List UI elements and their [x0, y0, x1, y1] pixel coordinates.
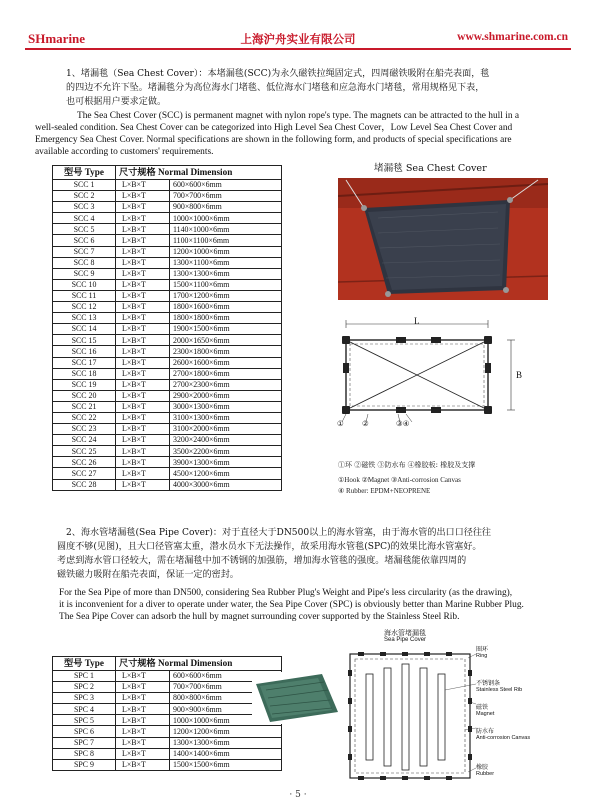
cell-formula: L×B×T — [116, 457, 170, 468]
table-row — [53, 726, 282, 737]
figure-caption: 堵漏毯 Sea Chest Cover — [374, 163, 487, 174]
cell-type: SCC 5 — [53, 224, 116, 235]
diagram-title-en: Sea Pipe Cover — [384, 637, 427, 643]
cell-dimension: 1000×1000×6mm — [170, 213, 282, 224]
cell-type: SPC 8 — [53, 748, 116, 759]
label-en: Ring — [476, 653, 488, 659]
cell-type: SCC 18 — [53, 368, 116, 379]
cell-formula: L×B×T — [116, 435, 170, 446]
cell-dimension: 1800×1800×6mm — [170, 313, 282, 324]
cell-type: SCC 16 — [53, 346, 116, 357]
cell-formula: L×B×T — [116, 191, 170, 202]
col-header-type: 型号 Type — [53, 166, 116, 180]
cell-formula: L×B×T — [116, 390, 170, 401]
cell-type: SCC 17 — [53, 357, 116, 368]
cell-type: SPC 4 — [53, 704, 116, 715]
label-stainless-steel-rib — [476, 678, 522, 693]
table-row — [53, 424, 282, 435]
text-line: available according to customers' requirements. — [35, 147, 214, 157]
cell-dimension: 2900×2000×6mm — [170, 390, 282, 401]
label-ring — [476, 644, 488, 659]
section2-cn-paragraph — [30, 526, 570, 582]
cell-formula: L×B×T — [116, 671, 170, 682]
table-row — [53, 324, 282, 335]
cell-type: SCC 6 — [53, 235, 116, 246]
cell-dimension: 1300×1100×6mm — [170, 257, 282, 268]
table-row — [53, 235, 282, 246]
cell-formula: L×B×T — [116, 693, 170, 704]
cell-type: SCC 15 — [53, 335, 116, 346]
cell-dimension: 1700×1200×6mm — [170, 290, 282, 301]
cell-formula: L×B×T — [116, 224, 170, 235]
sea-chest-cover-photo — [338, 178, 548, 300]
table-row — [53, 737, 282, 748]
cell-type: SCC 2 — [53, 191, 116, 202]
table-row — [53, 748, 282, 759]
cell-formula: L×B×T — [116, 246, 170, 257]
table-row — [53, 671, 282, 682]
table-row — [53, 268, 282, 279]
cell-type: SCC 7 — [53, 246, 116, 257]
table-row — [53, 368, 282, 379]
cell-formula: L×B×T — [116, 379, 170, 390]
cell-type: SCC 22 — [53, 412, 116, 423]
scc-table-body — [53, 180, 282, 491]
table-row — [53, 257, 282, 268]
table-row — [53, 335, 282, 346]
table-row — [53, 715, 282, 726]
cell-dimension: 3500×2200×6mm — [170, 446, 282, 457]
diagram-legend-en-1: ①Hook ②Magnet ③Anti-corrosion Canvas — [338, 476, 461, 484]
scc-spec-table — [52, 165, 282, 491]
text-line: The Sea Chest Cover (SCC) is permanent magnet with nylon rope's type. The magnets can be attracted to the hull in a — [77, 111, 520, 121]
cell-dimension: 2600×1600×6mm — [170, 357, 282, 368]
text-line: 的四边不允许下坠。堵漏毯分为高位海水门堵毯、低位海水门堵毯和应急海水门堵毯，常用规格见下表， — [66, 83, 485, 93]
text-line: 也可根据用户要求定做。 — [66, 97, 167, 107]
table-row — [53, 412, 282, 423]
diagram-title-cn: 海水管堵漏毯 — [384, 629, 426, 637]
label-cn: 磁铁 — [476, 704, 489, 711]
label-en: Anti-corrosion Canvas — [476, 735, 531, 741]
col-header-type: 型号 Type — [53, 657, 116, 671]
cell-type: SCC 8 — [53, 257, 116, 268]
page-number: · 5 · — [289, 790, 307, 800]
label-magnet — [476, 702, 494, 717]
cell-dimension: 800×800×6mm — [170, 693, 282, 704]
table-row — [53, 479, 282, 490]
cell-formula: L×B×T — [116, 715, 170, 726]
text-line: 圆度不够(见图)，且大口径管塞太重，潜水员水下无法操作，故采用海水管毯(SPC)的效果比海水管塞好。 — [57, 542, 482, 552]
cell-dimension: 1400×1400×6mm — [170, 748, 282, 759]
cell-type: SCC 10 — [53, 279, 116, 290]
label-anti-corrosion-canvas — [476, 726, 560, 741]
cell-dimension: 600×600×6mm — [170, 671, 282, 682]
cell-formula: L×B×T — [116, 235, 170, 246]
label-cn: 圈环 — [476, 646, 489, 653]
col-header-dimension: 尺寸规格 Normal Dimension — [116, 657, 282, 671]
cell-type: SCC 28 — [53, 479, 116, 490]
label-rubber — [476, 762, 494, 777]
sea-chest-cover-diagram — [336, 318, 558, 428]
cell-dimension: 3000×1300×6mm — [170, 401, 282, 412]
cell-dimension: 1300×1300×6mm — [170, 737, 282, 748]
brand-logo-text: SHmarine — [28, 31, 86, 46]
table-row — [53, 357, 282, 368]
spc-table-body — [53, 671, 282, 771]
cell-dimension: 1140×1000×6mm — [170, 224, 282, 235]
text-line: 1、堵漏毯（Sea Chest Cover）：本堵漏毯(SCC)为永久磁铁拉绳固定式，四周磁铁吸附在船壳表面，毯 — [66, 69, 490, 79]
table-row — [53, 313, 282, 324]
cell-dimension: 1900×1500×6mm — [170, 324, 282, 335]
table-row — [53, 302, 282, 313]
spc-spec-table — [52, 656, 282, 771]
cell-formula: L×B×T — [116, 324, 170, 335]
cell-formula: L×B×T — [116, 346, 170, 357]
table-row — [53, 290, 282, 301]
cell-formula: L×B×T — [116, 257, 170, 268]
cell-type: SPC 2 — [53, 682, 116, 693]
header-divider — [25, 48, 571, 50]
cell-dimension: 4000×3000×6mm — [170, 479, 282, 490]
text-line: it is inconvenient for a diver to operate under water, the Sea Pipe Cover (SPC) is obviously better than Marine Rubber Plug. — [59, 600, 524, 610]
table-row — [53, 346, 282, 357]
table-row — [53, 224, 282, 235]
table-row — [53, 759, 282, 770]
cell-dimension: 2700×1800×6mm — [170, 368, 282, 379]
label-cn: 不锈钢条 — [476, 680, 501, 687]
cell-type: SCC 20 — [53, 390, 116, 401]
cell-type: SCC 24 — [53, 435, 116, 446]
dimension-length-label: L — [414, 316, 420, 326]
cell-type: SCC 11 — [53, 290, 116, 301]
diagram-legend-cn: ①环 ②磁铁 ③防水布 ④橡胶板: 橡胶及支撑 — [338, 461, 476, 469]
cell-dimension: 1200×1200×6mm — [170, 726, 282, 737]
diagram-legend-en-2: ④ Rubber: EPDM+NEOPRENE — [338, 487, 431, 495]
cell-formula: L×B×T — [116, 412, 170, 423]
cell-dimension: 3100×2000×6mm — [170, 424, 282, 435]
company-name: 上海沪舟实业有限公司 — [240, 32, 356, 46]
col-header-dimension: 尺寸规格 Normal Dimension — [116, 166, 282, 180]
cell-formula: L×B×T — [116, 682, 170, 693]
cell-type: SPC 6 — [53, 726, 116, 737]
cell-formula: L×B×T — [116, 268, 170, 279]
cell-dimension: 3200×2400×6mm — [170, 435, 282, 446]
text-line: For the Sea Pipe of more than DN500, considering Sea Rubber Plug's Weight and Pipe's less circularity (as the drawing), — [59, 588, 513, 598]
cell-type: SCC 23 — [53, 424, 116, 435]
cell-dimension: 1500×1100×6mm — [170, 279, 282, 290]
table-row — [53, 468, 282, 479]
cell-type: SCC 3 — [53, 202, 116, 213]
cell-dimension: 1100×1100×6mm — [170, 235, 282, 246]
cell-type: SCC 14 — [53, 324, 116, 335]
table-row — [53, 279, 282, 290]
text-line: 磁铁磁力吸附在船壳表面，保证一定的密封。 — [57, 570, 239, 580]
label-en: Magnet — [476, 711, 495, 717]
cell-type: SPC 9 — [53, 759, 116, 770]
table-header-row — [53, 657, 282, 671]
label-cn: 橡胶 — [476, 764, 489, 771]
cell-formula: L×B×T — [116, 737, 170, 748]
cell-type: SCC 1 — [53, 180, 116, 191]
table-row — [53, 693, 282, 704]
cell-type: SCC 27 — [53, 468, 116, 479]
cell-dimension: 1200×1000×6mm — [170, 246, 282, 257]
text-line: well-sealed condition. Sea Chest Cover can be categorized into High Level Sea Chest Cover，Low Level Sea Chest Cover and — [35, 123, 513, 133]
cell-type: SPC 3 — [53, 693, 116, 704]
text-line: 考虑到海水管口径较大，需在堵漏毯中加不锈钢的加强筋，增加海水管毯的强度。堵漏毯能依靠四周的 — [57, 556, 467, 566]
label-en: Stainless Steel Rib — [476, 687, 523, 693]
table-row — [53, 180, 282, 191]
cell-dimension: 2700×2300×6mm — [170, 379, 282, 390]
label-cn: 防水布 — [476, 728, 495, 735]
cell-formula: L×B×T — [116, 302, 170, 313]
cell-formula: L×B×T — [116, 213, 170, 224]
text-line: 2、海水管堵漏毯(Sea Pipe Cover)：对于直径大于DN500以上的海水管塞，由于海水管的出口口径往往 — [66, 528, 492, 538]
cell-dimension: 900×800×6mm — [170, 202, 282, 213]
cell-formula: L×B×T — [116, 424, 170, 435]
cell-formula: L×B×T — [116, 335, 170, 346]
table-row — [53, 682, 282, 693]
part-marker-1: ① — [337, 419, 344, 428]
cell-formula: L×B×T — [116, 479, 170, 490]
section1-en-paragraph — [30, 110, 580, 158]
section1-cn-paragraph — [30, 67, 570, 109]
cell-dimension: 3900×1300×6mm — [170, 457, 282, 468]
sea-pipe-cover-photo — [252, 672, 342, 724]
cell-type: SPC 1 — [53, 671, 116, 682]
cell-type: SPC 5 — [53, 715, 116, 726]
table-row — [53, 202, 282, 213]
text-line: Emergency Sea Chest Cover. Normal specifications are shown in the following form, and products of special specifications are — [35, 135, 512, 145]
cell-dimension: 1000×1000×6mm — [170, 715, 282, 726]
label-en: Rubber — [476, 771, 495, 777]
cell-formula: L×B×T — [116, 313, 170, 324]
table-row — [53, 704, 282, 715]
table-row — [53, 390, 282, 401]
cell-formula: L×B×T — [116, 704, 170, 715]
cell-dimension: 600×600×6mm — [170, 180, 282, 191]
cell-formula: L×B×T — [116, 446, 170, 457]
cell-formula: L×B×T — [116, 368, 170, 379]
cell-type: SCC 9 — [53, 268, 116, 279]
cell-type: SCC 19 — [53, 379, 116, 390]
cell-dimension: 3100×1300×6mm — [170, 412, 282, 423]
cell-type: SCC 21 — [53, 401, 116, 412]
cell-dimension: 700×700×6mm — [170, 191, 282, 202]
part-marker-2: ② — [362, 419, 369, 428]
cell-formula: L×B×T — [116, 748, 170, 759]
website-url[interactable]: www.shmarine.com.cn — [457, 31, 568, 43]
cell-type: SCC 12 — [53, 302, 116, 313]
part-marker-3-4: ③④ — [396, 419, 410, 428]
table-row — [53, 435, 282, 446]
cell-formula: L×B×T — [116, 202, 170, 213]
cell-dimension: 1300×1300×6mm — [170, 268, 282, 279]
table-row — [53, 401, 282, 412]
table-row — [53, 446, 282, 457]
section2-en-paragraph — [30, 587, 580, 623]
dimension-width-label: B — [516, 370, 523, 380]
cell-dimension: 1500×1500×6mm — [170, 759, 282, 770]
cell-formula: L×B×T — [116, 401, 170, 412]
cell-formula: L×B×T — [116, 357, 170, 368]
cell-formula: L×B×T — [116, 279, 170, 290]
cell-dimension: 900×900×6mm — [170, 704, 282, 715]
table-row — [53, 379, 282, 390]
table-row — [53, 191, 282, 202]
cell-dimension: 2300×1800×6mm — [170, 346, 282, 357]
text-line: The Sea Pipe Cover can adsorb the hull by magnet surrounding cover supported by the Stainless Steel Rib. — [59, 612, 460, 622]
cell-dimension: 4500×1200×6mm — [170, 468, 282, 479]
table-header-row — [53, 166, 282, 180]
cell-dimension: 2000×1650×6mm — [170, 335, 282, 346]
table-row — [53, 213, 282, 224]
table-row — [53, 457, 282, 468]
cell-dimension: 1800×1600×6mm — [170, 302, 282, 313]
cell-type: SCC 13 — [53, 313, 116, 324]
cell-formula: L×B×T — [116, 468, 170, 479]
cell-type: SCC 25 — [53, 446, 116, 457]
cell-type: SPC 7 — [53, 737, 116, 748]
table-row — [53, 246, 282, 257]
sea-pipe-cover-diagram — [346, 628, 561, 788]
cell-formula: L×B×T — [116, 726, 170, 737]
cell-type: SCC 26 — [53, 457, 116, 468]
cell-formula: L×B×T — [116, 290, 170, 301]
cell-formula: L×B×T — [116, 180, 170, 191]
cell-formula: L×B×T — [116, 759, 170, 770]
cell-type: SCC 4 — [53, 213, 116, 224]
cell-dimension: 700×700×6mm — [170, 682, 282, 693]
